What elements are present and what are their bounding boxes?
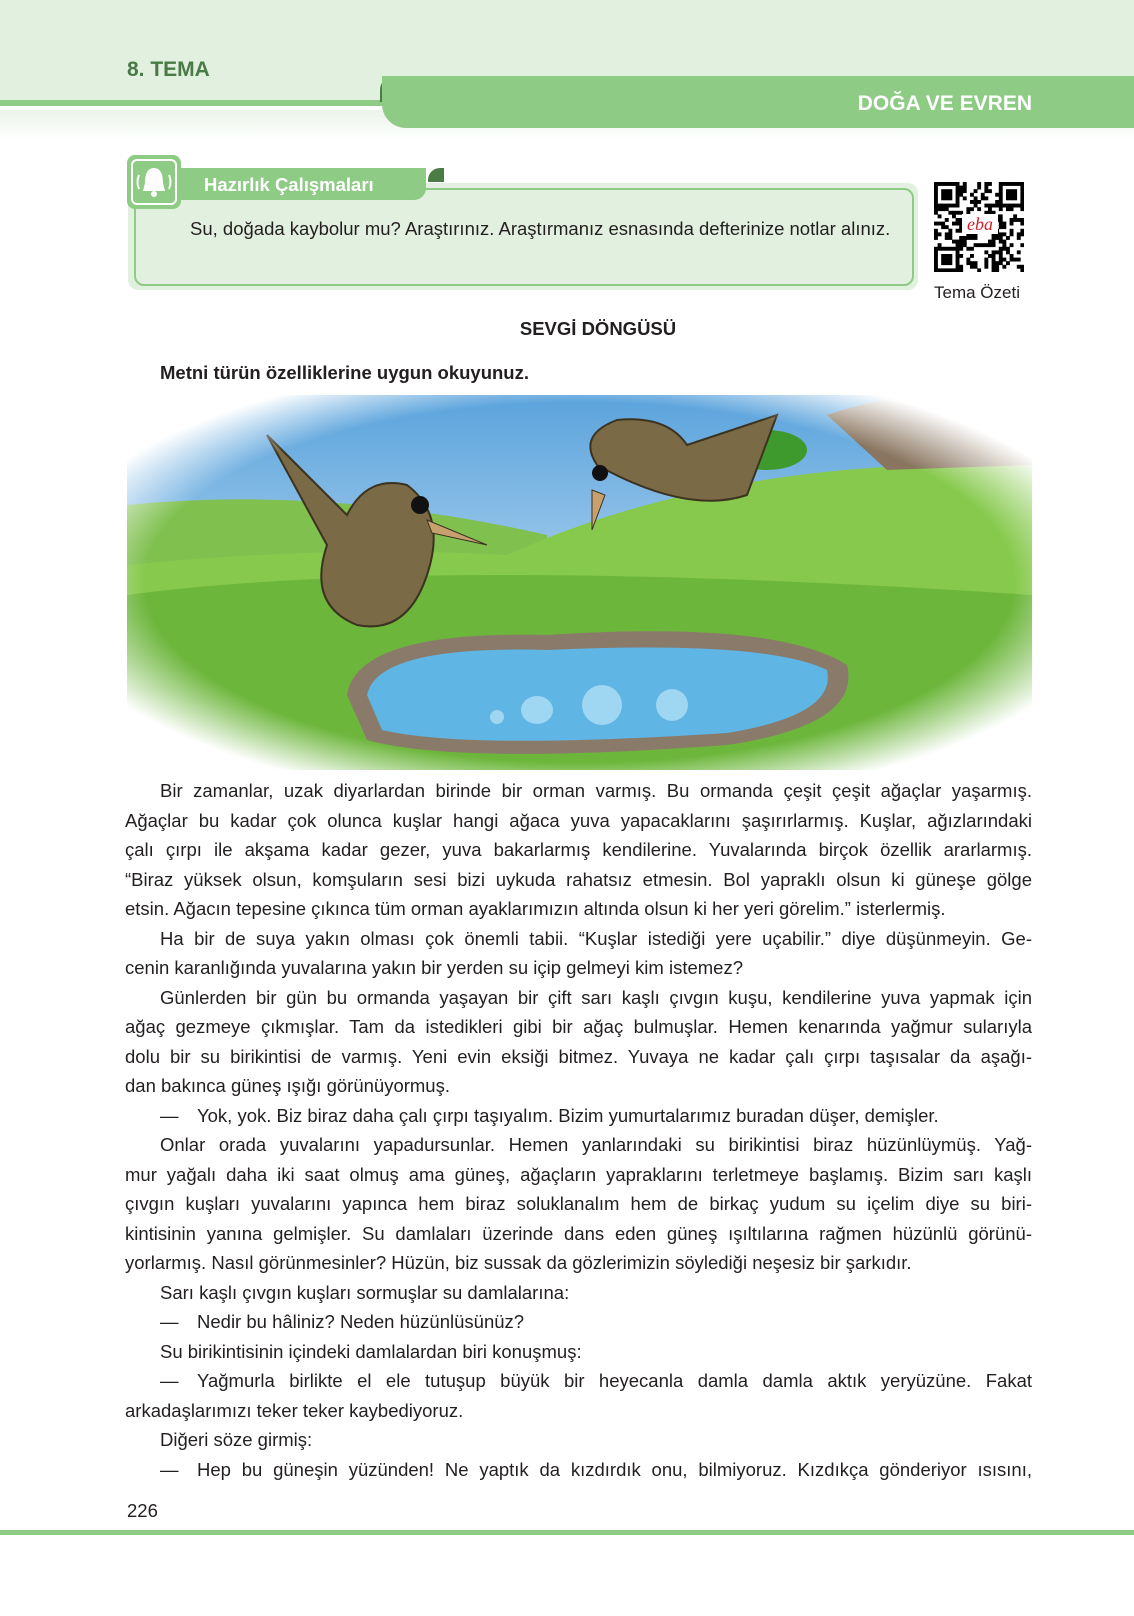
theme-number: 8. TEMA <box>127 58 210 81</box>
preparation-title: Hazırlık Çalışmaları <box>204 174 374 195</box>
qr-code[interactable] <box>934 182 1024 272</box>
dialogue-dash: — <box>160 1370 179 1391</box>
story-line <box>125 806 1032 836</box>
story-line-text: Su birikintisinin içindeki damlalardan biri konuşmuş: <box>160 1340 582 1362</box>
story-line <box>125 1248 1032 1278</box>
story-line-text: Bir zamanlar, uzak diyarlardan birinde bir orman varmış. Bu ormanda çeşit çeşit ağaçlar yaşarmış. <box>160 780 1032 801</box>
story-line <box>125 1366 1032 1396</box>
preparation-text: Su, doğada kaybolur mu? Araştırınız. Araştırmanız esnasında defterinize notlar alınız. <box>190 218 891 239</box>
story-line-text: Onlar orada yuvalarını yapadursunlar. Hemen yanlarındaki su birikintisi biraz hüzünlüymüş. Yağ- <box>160 1134 1032 1155</box>
story-line <box>125 983 1032 1013</box>
eba-logo: eba <box>967 214 993 234</box>
story-line <box>125 1455 1032 1485</box>
qr-label[interactable]: Tema Özeti <box>934 283 1020 302</box>
bell-icon <box>127 155 181 209</box>
story-line-text: yorlarmış. Nasıl görünmesinler? Hüzün, biz sussak da gözlerimizin söylediği neşesiz bir şarkıdır. <box>125 1252 912 1273</box>
page-number: 226 <box>127 1500 158 1521</box>
story-line-text: Ağaçlar bu kadar çok olunca kuşlar hangi ağaca yuva yapacaklarını şaşırırlarmış. Kuşlar, ağızlarındaki <box>125 809 1032 831</box>
story-line-text: Hep bu güneşin yüzünden! Ne yaptık da kızdırdık onu, bilmiyoruz. Kızdıkça gönderiyor ısısını, <box>197 1458 1032 1480</box>
story-instruction: Metni türün özelliklerine uygun okuyunuz. <box>160 362 529 383</box>
story-line <box>125 1012 1032 1042</box>
story-line <box>125 1278 1032 1308</box>
preparation-title-tab <box>168 168 426 200</box>
dialogue-dash: — <box>160 1311 179 1332</box>
story-illustration <box>127 395 1032 770</box>
story-line <box>125 953 1032 983</box>
story-line <box>125 1071 1032 1101</box>
story-line <box>125 776 1032 806</box>
story-line <box>125 924 1032 954</box>
story-line-text: Diğeri söze girmiş: <box>160 1429 313 1450</box>
story-line <box>125 894 1032 924</box>
story-line-text: Nedir bu hâliniz? Neden hüzünlüsünüz? <box>197 1311 525 1332</box>
story-line-text: dan bakınca güneş ışığı görünüyormuş. <box>125 1075 450 1096</box>
story-line <box>125 1101 1032 1131</box>
story-line <box>125 1396 1032 1426</box>
story-body <box>125 776 1032 1484</box>
story-line-text: etsin. Ağacın tepesine çıkınca tüm orman ayaklarımızın altında olsun ki her yeri görelim.” isterlermiş. <box>125 898 946 919</box>
story-line <box>125 1425 1032 1455</box>
theme-name: DOĞA VE EVREN <box>857 92 1032 115</box>
story-line-text: ağaç gezmeye çıkmışlar. Tam da istedikleri gibi bir ağaç bulmuşlar. Hemen kenarında yağmur sularıyla <box>125 1016 1032 1037</box>
story-line-text: dolu bir su birikintisi de varmış. Yeni evin eksiği bitmez. Yuvaya ne kadar çalı çırpı taşısalar da aşağı- <box>125 1045 1032 1067</box>
story-line <box>125 1130 1032 1160</box>
story-line-text: çıvgın kuşları yuvalarını yapınca hem biraz soluklanalım hem de birkaç yudum su içelim diye su biri- <box>125 1193 1032 1214</box>
story-title: SEVGİ DÖNGÜSÜ <box>519 318 677 339</box>
story-line-text: Günlerden bir gün bu ormanda yaşayan bir çift sarı kaşlı çıvgın kuşu, kendilerine yuva yapmak için <box>160 986 1032 1008</box>
story-line-text: kintisinin yanına gelmişler. Su damlaları üzerinde dans eden güneş ışıltılarına rağmen hüzünlü görünü- <box>125 1222 1032 1244</box>
story-line <box>125 835 1032 865</box>
story-line-text: “Biraz yüksek olsun, komşuların sesi bizi uykuda rahatsız etmesin. Bol yapraklı olsun ki güneşe gölge <box>125 868 1032 890</box>
preparation-tab-fold <box>428 168 444 182</box>
dialogue-dash: — <box>160 1458 179 1480</box>
story-line-text: Ha bir de suya yakın olması çok önemli tabii. “Kuşlar istediği yere uçabilir.” diye düşünmeyin. Ge- <box>160 927 1032 949</box>
dialogue-dash: — <box>160 1104 179 1126</box>
story-line-text: arkadaşlarımızı teker teker kaybediyoruz. <box>125 1399 464 1421</box>
story-line-text: Yağmurla birlikte el ele tutuşup büyük bir heyecanla damla damla aktık yeryüzüne. Fakat <box>197 1370 1032 1391</box>
header-divider-white <box>0 106 400 110</box>
story-line-text: çalı çırpı ile akşama kadar gezer, yuva bakarlarmış kendilerine. Yuvalarında birçok özellik ararlarmış. <box>125 839 1032 860</box>
story-line-text: cenin karanlığında yuvalarına yakın bir yerden su içip gelmeyi kim istemez? <box>125 957 743 978</box>
story-line <box>125 1189 1032 1219</box>
story-line <box>125 1337 1032 1367</box>
story-line <box>125 1042 1032 1072</box>
story-line <box>125 865 1032 895</box>
story-line-text: Yok, yok. Biz biraz daha çalı çırpı taşıyalım. Bizim yumurtalarımız buradan düşer, demişler. <box>197 1104 939 1126</box>
story-line <box>125 1160 1032 1190</box>
story-line-text: Sarı kaşlı çıvgın kuşları sormuşlar su damlalarına: <box>160 1281 570 1303</box>
story-line-text: mur yağalı daha iki saat olmuş ama güneş, ağaçların yapraklarını terletmeye başlamış. Bizim sarı kaşlı <box>125 1163 1032 1185</box>
footer-line <box>0 1530 1134 1535</box>
story-line <box>125 1219 1032 1249</box>
story-line <box>125 1307 1032 1337</box>
